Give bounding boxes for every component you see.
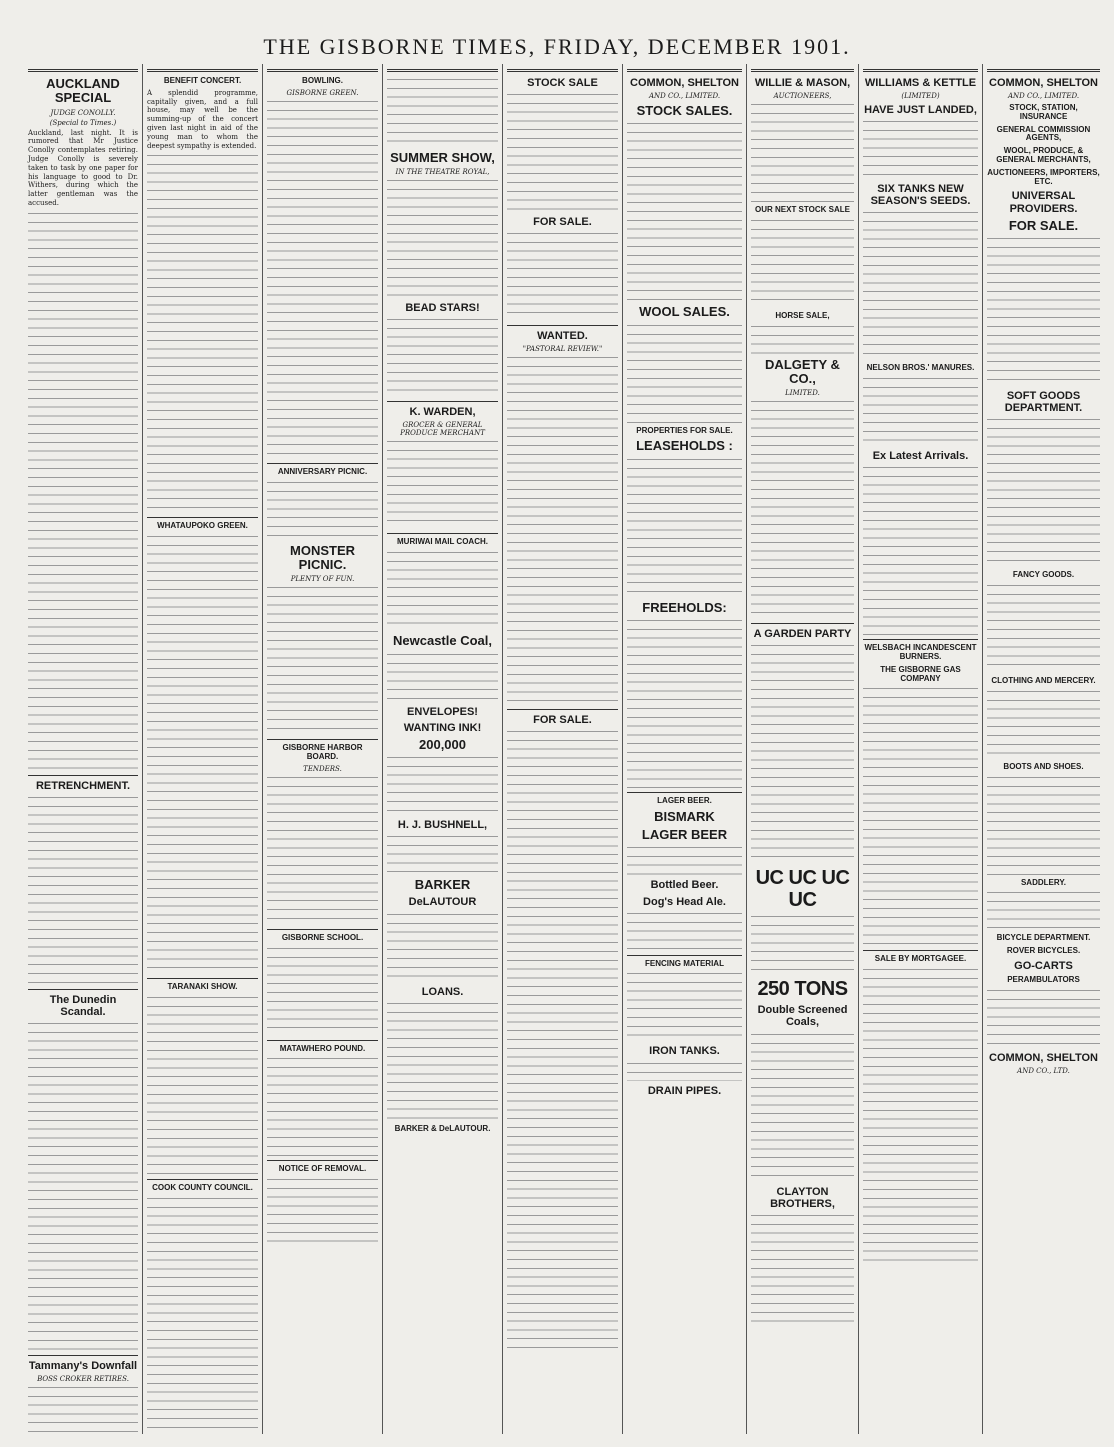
headline-warden: K. WARDEN,: [409, 406, 476, 419]
headline-benefit-concert: BENEFIT CONCERT.: [163, 76, 242, 85]
headline-go-carts: GO-CARTS: [1014, 959, 1073, 972]
text-block: [507, 729, 618, 1349]
text-block: [863, 686, 978, 946]
headline-clothing: CLOTHING AND MERCERY.: [991, 675, 1096, 685]
headline-notice-of-removal: NOTICE OF REMOVAL.: [278, 1164, 367, 1174]
text-block: [387, 1001, 498, 1121]
text-block: [507, 355, 618, 705]
headline-sale-by-mortgagee: SALE BY MORTGAGEE.: [874, 954, 967, 964]
masthead: [0, 0, 1114, 66]
text-block: [267, 946, 378, 1036]
headline-summer-show: SUMMER SHOW,: [390, 150, 495, 165]
text-block: [147, 534, 258, 974]
text-block: [751, 399, 854, 619]
headline-wool-produce: WOOL, PRODUCE, & GENERAL MERCHANTS,: [996, 146, 1091, 165]
text-block: [863, 119, 978, 179]
column-6: [622, 64, 746, 1434]
text-block: [751, 1213, 854, 1323]
headline-250-tons: 250 TONS: [757, 978, 848, 1001]
text-block: [751, 218, 854, 308]
text-block: [267, 585, 378, 735]
headline-latest-arrivals: Ex Latest Arrivals.: [872, 450, 969, 463]
headline-freeholds: FREEHOLDS:: [642, 599, 727, 615]
headline-auctioneers-importers: AUCTIONEERS, IMPORTERS, ETC.: [987, 167, 1100, 186]
column-3: [262, 64, 382, 1434]
text-block: [267, 99, 378, 459]
text-block: [387, 652, 498, 702]
text-block: [147, 1196, 258, 1434]
text-block: [627, 121, 742, 301]
column-7: [746, 64, 858, 1434]
column-4: [382, 64, 502, 1434]
headline-gas-company: THE GISBORNE GAS COMPANY: [880, 664, 961, 683]
article-body: A splendid programme, capitally given, and a full house, may well be the summing-up of the concert given last night in aid of the young man to whom the deepest sympathy is extended.: [147, 88, 258, 150]
headline-fencing: FENCING MATERIAL: [645, 958, 724, 968]
text-block: [28, 795, 138, 985]
column-1: [24, 64, 142, 1434]
headline-double-screened: Double Screened Coals,: [757, 1004, 848, 1029]
text-block: [627, 323, 742, 423]
text-block: [387, 755, 498, 815]
headline-properties: PROPERTIES FOR SALE.: [636, 425, 733, 435]
headline-iron-tanks: IRON TANKS.: [649, 1045, 720, 1058]
text-block: [987, 236, 1100, 386]
headline-whataupoko: WHATAUPOKO GREEN.: [157, 521, 248, 531]
headline-uc: UC UC UC UC: [755, 867, 850, 912]
headline-boots-shoes: BOOTS AND SHOES.: [1003, 761, 1084, 771]
text-block: [507, 231, 618, 321]
headline-for-sale: FOR SALE.: [1008, 217, 1079, 233]
text-block: [751, 1032, 854, 1182]
headline-commission-agents: GENERAL COMMISSION AGENTS,: [996, 124, 1091, 143]
headline-loans: LOANS.: [421, 985, 464, 998]
subhead-croker: BOSS CROKER RETIRES.: [37, 1375, 129, 1384]
headline-nelson-manures: NELSON BROS.' MANURES.: [866, 363, 975, 373]
headline-muriwai-coach: MURIWAI MAIL COACH.: [397, 537, 488, 547]
headline-newcastle-coal: Newcastle Coal,: [393, 633, 492, 649]
text-block: [387, 550, 498, 630]
text-block: [627, 845, 742, 875]
text-block: [267, 1177, 378, 1247]
headline-cook-county: COOK COUNTY COUNCIL.: [152, 1182, 253, 1192]
headline-drain-pipes: DRAIN PIPES.: [647, 1084, 722, 1097]
newspaper-title: THE GISBORNE TIMES, FRIDAY, DECEMBER 1901.: [263, 34, 851, 59]
subhead-auctioneers: AUCTIONEERS,: [773, 92, 832, 101]
text-block: [627, 618, 742, 788]
text-block: [147, 153, 258, 513]
headline-wanted: WANTED.: [537, 330, 588, 343]
headline-universal-providers: UNIVERSAL PROVIDERS.: [1009, 190, 1078, 215]
text-block: [267, 480, 378, 540]
subhead-plenty-of-fun: PLENTY OF FUN.: [290, 575, 355, 584]
headline-garden-party: A GARDEN PARTY: [753, 628, 852, 641]
headline-200000: 200,000: [419, 736, 466, 752]
subhead-co-limited-2: AND CO., LIMITED.: [1007, 92, 1080, 101]
text-block: [751, 324, 854, 354]
headline-bismark: BISMARK: [654, 808, 715, 824]
headline-dalgety: DALGETY & CO.,: [765, 356, 840, 386]
headline-clayton-brothers: CLAYTON BROTHERS,: [770, 1185, 835, 1210]
text-block: [751, 914, 854, 974]
text-block: [387, 77, 498, 147]
text-block: [28, 1385, 138, 1434]
headline-taranaki-show: TARANAKI SHOW.: [167, 982, 238, 992]
text-block: [627, 911, 742, 951]
text-block: [987, 417, 1100, 567]
headline-common-shelton-3: COMMON, SHELTON: [989, 1051, 1098, 1064]
headline-anniversary-picnic: ANNIVERSARY PICNIC.: [277, 466, 368, 476]
headline-bottled-beer: Bottled Beer.: [650, 879, 719, 892]
subhead-limited: LIMITED.: [785, 389, 820, 398]
headline-for-sale-2: FOR SALE.: [533, 714, 592, 727]
column-9: [982, 64, 1104, 1434]
headline-retrenchment: RETRENCHMENT.: [35, 779, 131, 792]
text-block: [987, 988, 1100, 1048]
newspaper-page: [24, 64, 1104, 1434]
text-block: [627, 457, 742, 597]
headline-matawhero-pound: MATAWHERO POUND.: [279, 1043, 366, 1053]
headline-bicycle-dept: BICYCLE DEPARTMENT.: [996, 933, 1091, 943]
text-block: [863, 210, 978, 360]
column-5: [502, 64, 622, 1434]
text-block: [987, 583, 1100, 673]
subhead-co-limited: AND CO., LIMITED.: [648, 92, 721, 101]
headline-soft-goods: SOFT GOODS DEPARTMENT.: [1004, 389, 1083, 415]
text-block: [267, 1056, 378, 1156]
text-block: [863, 376, 978, 446]
headline-leaseholds: LEASEHOLDS :: [636, 438, 733, 454]
subhead-gisborne-green: GISBORNE GREEN.: [286, 88, 359, 97]
dateline: (Special to Times.): [49, 118, 117, 127]
text-block: [28, 1021, 138, 1351]
subhead-tenders: TENDERS.: [303, 764, 342, 773]
subhead-theatre-royal: IN THE THEATRE ROYAL,: [395, 168, 490, 177]
text-block: [147, 995, 258, 1175]
headline-willie-mason: WILLIE & MASON,: [754, 77, 851, 89]
subhead-co-ltd: AND CO., LTD.: [1017, 1066, 1070, 1075]
headline-bushnell: H. J. BUSHNELL,: [397, 819, 488, 832]
headline-common-shelton-2: COMMON, SHELTON: [989, 77, 1098, 89]
text-block: [987, 775, 1100, 875]
text-block: [751, 102, 854, 202]
headline-delautour: DeLAUTOUR: [408, 896, 477, 909]
headline-fancy-goods: FANCY GOODS.: [1012, 570, 1075, 580]
text-block: [863, 967, 978, 1267]
subhead-judge: JUDGE CONOLLY.: [50, 108, 116, 117]
article-body: Auckland, last night. It is rumored that Mr Justice Conolly contemplates retiring. Judge Conolly is severely taken to task by one paper for his language to good to Dr. Withers, during which the latter gentleman was the accused.: [28, 128, 138, 207]
text-block: [387, 178, 498, 298]
headline-bowling: BOWLING.: [302, 76, 343, 85]
headline-perambulators: PERAMBULATORS: [1007, 975, 1080, 985]
text-block: [387, 912, 498, 982]
headline-envelopes: ENVELOPES!: [407, 705, 478, 718]
text-block: [987, 890, 1100, 930]
headline-dunedin-scandal: The Dunedin Scandal.: [49, 993, 117, 1018]
headline-monster-picnic: MONSTER PICNIC.: [290, 542, 355, 572]
headline-for-sale-1: FOR SALE.: [533, 216, 592, 229]
column-2: [142, 64, 262, 1434]
text-block: [28, 211, 138, 771]
headline-common-shelton: COMMON, SHELTON: [630, 77, 739, 89]
headline-tammany: Tammany's Downfall: [28, 1360, 138, 1373]
text-block: [387, 317, 498, 397]
headline-six-tanks: SIX TANKS NEW SEASON'S SEEDS.: [870, 183, 971, 208]
text-block: [507, 92, 618, 212]
headline-saddlery: SADDLERY.: [1020, 877, 1067, 887]
headline-next-stock-sale: OUR NEXT STOCK SALE: [755, 205, 850, 215]
headline-wool-sales: WOOL SALES.: [639, 304, 730, 320]
subhead-grocer: GROCER & GENERAL PRODUCE MERCHANT: [400, 421, 485, 438]
headline-lager-beer: LAGER BEER: [641, 827, 728, 843]
text-block: [751, 643, 854, 863]
text-block: [387, 834, 498, 874]
headline-bead-stars: BEAD STARS!: [405, 302, 480, 315]
subhead-pastoral-review: "PASTORAL REVIEW.": [522, 345, 603, 354]
column-8: [858, 64, 982, 1434]
headline-williams-kettle: WILLIAMS & KETTLE: [864, 77, 977, 89]
text-block: [863, 465, 978, 635]
headline-stock-sale: STOCK SALE: [527, 77, 598, 89]
headline-rover-bicycles: ROVER BICYCLES.: [1006, 946, 1081, 956]
headline-welsbach: WELSBACH INCANDESCENT BURNERS.: [864, 643, 977, 662]
headline-stock-sales: STOCK SALES.: [636, 103, 733, 119]
headline-wanting-ink: WANTING INK!: [403, 721, 482, 734]
headline-have-just-landed: HAVE JUST LANDED,: [864, 104, 977, 117]
signature-barker-delautour: BARKER & DeLAUTOUR.: [394, 1123, 491, 1133]
headline-horse-sale: HORSE SALE,: [775, 310, 830, 320]
text-block: [627, 971, 742, 1041]
subhead-limited: (LIMITED): [901, 92, 940, 101]
headline-gisborne-school: GISBORNE SCHOOL.: [281, 932, 364, 942]
headline-barker: BARKER: [414, 877, 471, 893]
headline-harbor-board: GISBORNE HARBOR BOARD.: [282, 743, 363, 761]
headline-lager-beer-small: LAGER BEER.: [657, 796, 712, 806]
text-block: [627, 1061, 742, 1081]
headline-stock-station: STOCK, STATION, INSURANCE: [1009, 103, 1078, 121]
headline-auckland-special: AUCKLAND SPECIAL: [46, 76, 120, 106]
text-block: [267, 775, 378, 925]
text-block: [387, 439, 498, 529]
text-block: [987, 689, 1100, 759]
headline-dogs-head-ale: Dog's Head Ale.: [643, 895, 726, 908]
